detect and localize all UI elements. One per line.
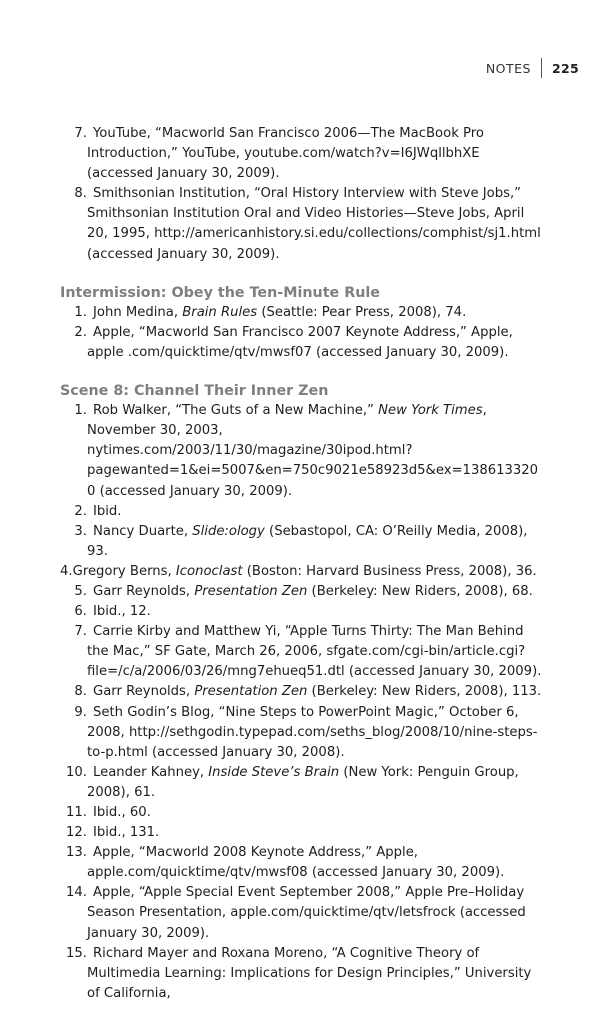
note-text-segment: , November 30, 2003, nytimes.com/2003/11/30/magazine/30ipod.html?pagewanted=1&ei=5007&en=750c9021e58923d5&ex=1386133200 (accessed January 30, 2009). <box>87 403 539 499</box>
note-number: 8. <box>74 186 87 202</box>
note-number: 1. <box>74 304 87 320</box>
note-text-segment: Garr Reynolds, <box>93 684 195 700</box>
note-text-segment: (Seattle: Pear Press, 2008), 74. <box>257 304 467 320</box>
note-item <box>60 124 544 184</box>
note-text-segment: (Boston: Harvard Business Press, 2008), 36. <box>242 563 537 579</box>
note-text <box>87 582 544 602</box>
note-title-italic: New York Times <box>378 403 483 419</box>
note-text-segment: Apple, “Apple Special Event September 2008,” Apple Pre–Holiday Season Presentation, apple.com/quicktime/qtv/letsfrock (accessed January 30, 2009). <box>87 885 526 941</box>
note-number: 5. <box>74 583 87 599</box>
note-text-segment: Apple, “Macworld San Francisco 2007 Keynote Address,” Apple, apple .com/quicktime/qtv/mwsf07 (accessed January 30, 2009). <box>87 324 513 360</box>
note-number: 3. <box>74 523 87 539</box>
note-text-segment: (Berkeley: New Riders, 2008), 113. <box>307 684 542 700</box>
note-number: 2. <box>74 324 87 340</box>
note-item <box>60 562 544 582</box>
note-sections <box>60 283 544 1004</box>
note-number: 10. <box>66 764 87 780</box>
note-text-segment: Nancy Duarte, <box>93 523 193 539</box>
note-item <box>60 602 544 622</box>
note-number: 12. <box>66 825 87 841</box>
note-text-segment: Ibid. <box>93 503 122 519</box>
note-text <box>87 703 544 763</box>
note-text <box>87 522 544 562</box>
note-text-segment: Leander Kahney, <box>93 764 209 780</box>
running-header <box>486 58 579 78</box>
note-text-segment: Carrie Kirby and Matthew Yi, “Apple Turns Thirty: The Man Behind the Mac,” SF Gate, March 26, 2006, sfgate.com/cgi-bin/article.cgi?file=/c/a/2006/03/26/mng7ehueq51.dtl (accessed January 30, 2009). <box>87 624 542 680</box>
note-text-segment: YouTube, “Macworld San Francisco 2006—The MacBook Pro Introduction,” YouTube, youtube.com/watch?v=I6JWqllbhXE (accessed January 30, 2009). <box>87 126 484 182</box>
note-item <box>60 803 544 823</box>
note-text-segment: Apple, “Macworld 2008 Keynote Address,” Apple, apple.com/quicktime/qtv/mwsf08 (accessed January 30, 2009). <box>87 845 505 881</box>
note-text-segment: Rob Walker, “The Guts of a New Machine,” <box>93 403 379 419</box>
note-text <box>87 323 544 363</box>
section-heading: Intermission: Obey the Ten-Minute Rule <box>60 284 380 301</box>
section-notes-list <box>60 303 544 363</box>
note-text-segment: Ibid., 12. <box>93 604 151 620</box>
note-title-italic: Iconoclast <box>175 563 243 579</box>
note-item <box>60 682 544 702</box>
note-text-segment: Smithsonian Institution, “Oral History Interview with Steve Jobs,” Smithsonian Institution Oral and Video Histories—Steve Jobs, April 20, 1995, http://americanhistory.si.edu/collections/comphist/sj1.html (accessed January 30, 2009). <box>87 186 541 262</box>
note-text-segment: Gregory Berns, <box>72 563 176 579</box>
header-divider <box>541 58 542 78</box>
note-text <box>87 823 544 843</box>
note-title-italic: Presentation Zen <box>194 684 308 700</box>
note-text <box>87 803 544 823</box>
note-text-segment: (Sebastopol, CA: O’Reilly Media, 2008), 93. <box>87 523 528 559</box>
note-title-italic: Inside Steve’s Brain <box>208 764 340 780</box>
note-text-segment: John Medina, <box>93 304 183 320</box>
note-number: 14. <box>66 885 87 901</box>
note-number: 2. <box>74 503 87 519</box>
note-item <box>60 323 544 363</box>
section-notes-list <box>60 401 544 1004</box>
note-text <box>87 184 544 264</box>
note-item <box>60 502 544 522</box>
note-text <box>87 303 544 323</box>
section-heading: Scene 8: Channel Their Inner Zen <box>60 383 329 400</box>
note-text-segment: Richard Mayer and Roxana Moreno, “A Cognitive Theory of Multimedia Learning: Implications for Design Principles,” University of California, <box>87 945 532 1001</box>
note-item <box>60 944 544 1004</box>
page-number: 225 <box>552 60 579 76</box>
note-text <box>87 622 544 682</box>
note-title-italic: Brain Rules <box>182 304 258 320</box>
note-number: 1. <box>74 403 87 419</box>
note-item <box>60 763 544 803</box>
note-text <box>87 843 544 883</box>
note-item <box>60 582 544 602</box>
note-item <box>60 522 544 562</box>
note-text <box>87 502 544 522</box>
note-number: 15. <box>66 945 87 961</box>
note-item <box>60 843 544 883</box>
note-item <box>60 883 544 943</box>
note-text-segment: (Berkeley: New Riders, 2008), 68. <box>307 583 533 599</box>
note-number: 8. <box>74 684 87 700</box>
note-number: 4. <box>60 563 73 579</box>
note-item <box>60 703 544 763</box>
note-text <box>87 682 544 702</box>
note-item <box>60 401 544 501</box>
note-text <box>87 763 544 803</box>
note-text-segment: Garr Reynolds, <box>93 583 195 599</box>
note-item <box>60 303 544 323</box>
note-item <box>60 184 544 264</box>
note-text <box>87 401 544 501</box>
note-number: 11. <box>66 805 87 820</box>
note-number: 9. <box>74 704 87 720</box>
continued-notes-list <box>60 124 544 265</box>
note-item <box>60 622 544 682</box>
note-text <box>87 602 544 622</box>
note-number: 7. <box>74 624 87 640</box>
note-number: 7. <box>74 126 87 141</box>
note-text <box>87 883 544 943</box>
note-title-italic: Slide:ology <box>192 523 265 539</box>
note-text-segment: (New York: Penguin Group, 2008), 61. <box>87 764 519 800</box>
note-text-segment: Seth Godin’s Blog, “Nine Steps to PowerPoint Magic,” October 6, 2008, http://sethgodin.typepad.com/seths_blog/2008/10/nine-steps-to-p.html (accessed January 30, 2008). <box>87 704 538 760</box>
notes-content <box>60 124 544 1004</box>
section-label: NOTES <box>485 60 531 76</box>
note-title-italic: Presentation Zen <box>194 583 308 599</box>
note-text <box>87 124 544 184</box>
note-text-segment: Ibid., 131. <box>93 825 160 841</box>
note-item <box>60 823 544 843</box>
note-number: 6. <box>74 604 87 620</box>
note-text <box>87 944 544 1004</box>
note-text <box>73 562 544 582</box>
note-number: 13. <box>66 845 87 861</box>
note-text-segment: Ibid., 60. <box>93 805 151 820</box>
